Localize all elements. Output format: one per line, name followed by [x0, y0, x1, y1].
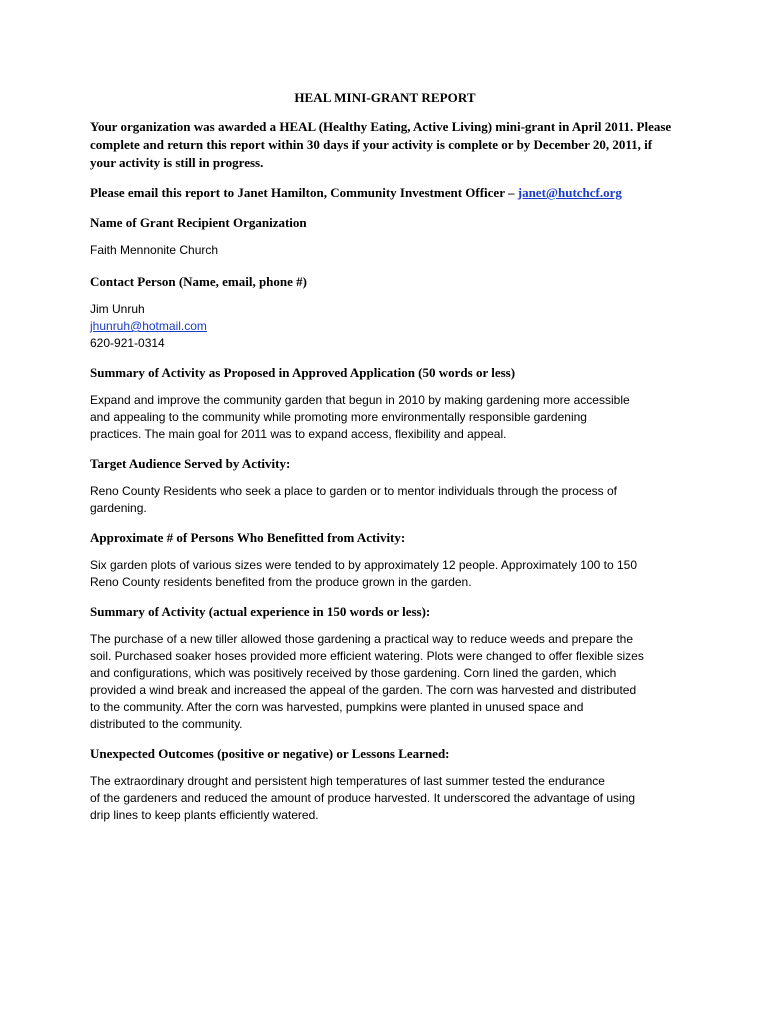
persons-benefitted-value: Six garden plots of various sizes were tended to by approximately 12 people. Approximately 100 to 150 Reno County residents benefited from the produce grown in the garden. — [90, 558, 637, 589]
email-instruction-text: Please email this report to Janet Hamilton, Community Investment Officer – — [90, 185, 518, 200]
summary-actual-value: The purchase of a new tiller allowed those gardening a practical way to reduce weeds and prepare the soil. Purchased soaker hoses provided more efficient watering. Plots were changed to offer flexible sizes and configurations, which was positively received by those gardening. Corn lined the garden, which provided a wind break and increased the appeal of the garden. The corn was harvested and distributed to the community. After the corn was harvested, pumpkins were planted in unused space and distributed to the community. — [90, 632, 644, 731]
target-audience-label: Target Audience Served by Activity: — [90, 456, 291, 471]
email-link[interactable]: janet@hutchcf.org — [517, 185, 622, 200]
summary-proposed-label: Summary of Activity as Proposed in Approved Application (50 words or less) — [90, 365, 516, 380]
contact-phone: 620-921-0314 — [90, 336, 165, 350]
outcomes-value: The extraordinary drought and persistent high temperatures of last summer tested the endurance of the gardeners and reduced the amount of produce harvested. It underscored the advantage of using drip lines to keep plants efficiently watered. — [90, 774, 636, 822]
target-audience-value: Reno County Residents who seek a place to garden or to mentor individuals through the process of gardening. — [90, 484, 617, 515]
outcomes-label: Unexpected Outcomes (positive or negative) or Lessons Learned: — [90, 746, 450, 761]
contact-label: Contact Person (Name, email, phone #) — [90, 274, 307, 289]
intro-paragraph: Your organization was awarded a HEAL (Healthy Eating, Active Living) mini-grant in April 2011. Please complete and return this report within 30 days if your activity is complete or by December 20, 2011, if your activity is still in progress. — [90, 119, 672, 170]
organization-label: Name of Grant Recipient Organization — [90, 215, 307, 230]
contact-name: Jim Unruh — [90, 302, 145, 316]
persons-benefitted-label: Approximate # of Persons Who Benefitted from Activity: — [90, 530, 406, 545]
summary-actual-label: Summary of Activity (actual experience in 150 words or less): — [90, 604, 431, 619]
email-instruction — [90, 184, 680, 202]
document-content — [90, 90, 680, 824]
organization-value: Faith Mennonite Church — [90, 243, 219, 257]
contact-email-link[interactable]: jhunruh@hotmail.com — [90, 319, 207, 333]
contact-block — [90, 301, 680, 352]
page-title: HEAL MINI-GRANT REPORT — [294, 90, 476, 105]
summary-proposed-value: Expand and improve the community garden that begun in 2010 by making gardening more accessible and appealing to the community while promoting more environmentally responsible gardening practices. The main goal for 2011 was to expand access, flexibility and appeal. — [90, 393, 630, 441]
